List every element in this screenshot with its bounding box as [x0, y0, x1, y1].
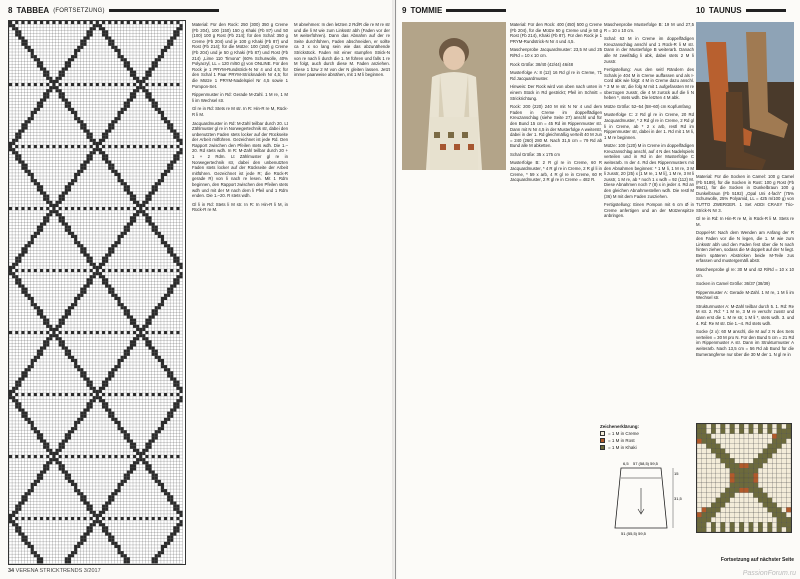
tommie-col-1 — [510, 22, 602, 422]
page-number: 34 — [8, 568, 15, 574]
muetze-instructions: Mütze: 100 (120) M in Creme im doppelfädigen Kreuzanschlag anschl, auf 4 N des Nadelspiels verteilen und in Rd in der Musterfolge C weiterarb. In der 4. Rd des Rippenmusters mit den Abnahmen beginnen: * 1 M li, 1 M re, 3 M li zusstr, 20 (25) x [1 M re, 1 M li], 1 M re, 3 M li zusstr, 1 M re, ab * noch 1 x wdh = 92 (112) M. Diese Abnahmen noch 7 (8) x in jeder 4. Rd an den gleichen Abnahmestellen wdh. Die restl M (36) M mit dem Faden zusziehen. — [604, 143, 694, 199]
text-column-1 — [192, 22, 288, 567]
maschenprobe-taunus: Maschenprobe gl re: 30 M und 42 R/Rd = 10 x 10 cm. — [696, 266, 794, 278]
dim-top-a: 6,5 — [623, 461, 629, 466]
material-tommie: Material: Für den Rock: 400 (450) 500 g Creme (Fb 204), für die Mütze 50 g Creme und je 50 g Rost (Fb 214), Khaki (Fb 87). Für den Rock je 1 PRYM-Rundstrick-N Nr 4 und 4,5. — [510, 22, 602, 44]
schal-size: Schal Größe: 35 x 175 cm — [510, 151, 560, 157]
schematic-drawing — [601, 458, 681, 536]
section-header-tabbea — [8, 6, 219, 15]
musterfolge-c: Musterfolge C: 2 Rd gl re in Creme, 20 Rd Jacquardmuster, * 2 Rd gl re in Creme, 2 Rd gl li in Creme, ab * 2 x arb, restl Rd im Rippenmuster str, dabei in der 1. Rd mit 1 M li, 1 M re beginnen. — [604, 112, 694, 140]
header-rule — [746, 9, 786, 12]
section-header-taunus — [696, 6, 786, 15]
glatt-taunus: Gl re in Rd: In Hin-R re M, in Rück-R li M. Stets re M. — [696, 216, 794, 227]
rock-sizes: Rock Größe: 38/40 (42/44) 46/48 — [510, 61, 574, 67]
doppel-m: Doppel-M: Nach dem Wenden am Anfang der R den Faden vor die N legen, die 1. M wie zum Linksstr abh und den Faden fest über die N nach hinten ziehen, sodass die M doppelt auf der N liegt. Beim späteren Abstricken beide M-Teile zus erfassen und mustergemäß abstr. — [696, 230, 794, 264]
photo-illustration — [402, 22, 506, 170]
watermark: PassionForum.ru — [742, 570, 796, 577]
tommie-col-2 — [604, 22, 694, 422]
legend-item-khaki: = 1 M in Khaki — [600, 444, 639, 451]
right-page — [396, 0, 800, 579]
abnahmen-paragraph: M abnehmen: In den letzten 2 Rd/R die re M re str und die li M wie zum Linksstr abh (Faden vor der M weiterführen). Dann das Abnahm auf der re Seite durchführen, Faden abschneiden, er sollte ca 3 x so lang sein wie das abzunähende Strickstück. Faden mit einer stumpfen Strick-N von re nach li durch die 1. M führen und falls 1 re M folgt, auch durch diese M. Faden anziehen. Diese 1 bzw 2 M von der N gleiten lassen. Jetzt immer paarweise abnähen, mit 1 M li beginnen. — [294, 22, 390, 78]
section-title: TOMMIE — [410, 6, 443, 15]
photo-illustration — [696, 22, 794, 170]
dim-top-b: 57 (58,5) 59,5 — [633, 461, 658, 466]
section-subtitle: (FORTSETZUNG) — [53, 7, 105, 14]
skirt-schematic — [601, 458, 681, 536]
jacquard-paragraph: Jacquardmuster in Rd: M-Zahl teilbar durch 20. Lt Zählmuster gl re in Norwegertechnik str, dabei den unbenutzten Faden stets locker auf der Rückseite der Arbeit mitführen. Gezeichnet ist jede Rd. Den Rapport zwischen den Pfeilen stets wdh. Die 1.–20. Rd stets wdh. In R: M-Zahl teilbar durch 20 + 1 + 2 Rdm. Lt Zählmuster gl re in Norwegertechnik str, dabei den unbenutzten Faden stets locker auf der Rückseite der Arbeit mitführen. Gezeichnet ist jede R; die Rück-R gerade R) von li nach re lesen. Mit 1 Rdm beginnen, den Rapport zwischen den Pfeilen stets wdh und mit der M nach dem li Pfeil und 1 Rdm enden. Die 1.–20. R stets wdh. — [192, 120, 289, 199]
section-number: 10 — [696, 6, 705, 15]
section-header-tommie — [402, 6, 506, 15]
dim-side: 31,5 — [674, 496, 682, 501]
text-column-2 — [294, 22, 390, 567]
rippenmuster-paragraph: Rippenmuster in Rd: Gerade M-Zahl. 1 M re, 1 M li im Wechsel str. — [192, 92, 288, 103]
strukturmuster: Strukturmuster A: M-Zahl teilbar durch 5. 1. Rd: Re M str. 2. Rd: * 1 M re, 3 M re verschr zusstr und dann erst die 1. M re str, 1 M li *, stets wdh. 3. und 4. Rd: Re M str. Die 1.–4. Rd stets wdh. — [696, 303, 794, 326]
schal-instructions: Schal: 63 M in Creme im doppelfädigen Kreuzanschlag anschl und 1 Rück-R li M str. Dann in der Musterfolge B weiterarb. Danach alle M zweifädig li abk, dabei stets 2 M li zusstr. — [604, 36, 694, 64]
knitting-chart-grid — [9, 21, 185, 564]
chart-legend — [600, 423, 639, 451]
maschenprobe-b: Maschenprobe Musterfolge B: 19 M und 27,5 R = 10 x 10 cm. — [604, 22, 694, 33]
section-number: 8 — [8, 6, 13, 15]
continue-label: Fortsetzung auf nächster Seite — [720, 557, 794, 563]
hinweis: Hinweis: Der Rock wird von oben nach unten in einem Stück in Rd gestrickt; Pfeil im Schnitt = Strickrichtung. — [510, 84, 602, 101]
fertigstellung: Fertigstellung: Aus den seitl Rändern des Schals je 404 M in Creme auffassen und als I-Cord abk wie folgt: 4 M in Creme dazu anschl. * 3 M re str, die folg M mit 1 aufgefassten M re überzogen zusstr, die 4 M zurück auf die li N heben *, stets wdh. Die letzten 4 M abk. — [604, 67, 694, 101]
legend-item-rost: = 1 M in Rost — [600, 437, 639, 444]
fertigstellung-muetze: Fertigstellung: Einen Pompon mit 6 cm Ø in Creme anfertigen und an der Mützenspitze anbringen. — [604, 202, 694, 219]
swatch-creme — [600, 431, 605, 436]
material-taunus: Material: Für die Socken in Camel: 100 g Camel (Fb 5189), für die Socken in Rost: 100 g Rost (Fb 9941), für die Socken in Dunkelbraun 100 g Dunkelbraun (Fb 5192) „Opal Uni 4-fach“ (75% Schurwolle, 25% Polyamid, LL = 425 m/100 g) von TUTTO ZWERGER. 1 Set ADDI CRASY Trio-Strick-N Nr 3. — [696, 174, 794, 213]
taunus-col — [696, 174, 794, 554]
page-folio — [8, 568, 101, 574]
swatch-rost — [600, 438, 605, 443]
jacquard-chart — [8, 20, 186, 565]
musterfolge-a: Musterfolge A: 8 (12) 16 Rd gl re in Creme, 71 Rd Jacquardmuster. — [510, 70, 602, 81]
rock-instructions: Rock: 200 (220) 240 M mit N Nr 4 und dem Faden in Creme im doppelfädigen Kreuzanschlag (siehe Seite 27) anschl und für den Bund 15 cm = 45 Rd im Rippenmuster str. Dann mit N Nr 4,5 in der Musterfolge A weiterstr, dabei in der 1. Rd gleichmäßig verteilt 40 M zun = 240 (260) 280 M. Nach 31,5 cm = 79 Rd ab Bund alle M abketten. — [510, 104, 602, 149]
sock-photo-taunus — [696, 22, 794, 170]
header-rule — [109, 9, 219, 12]
model-photo-tommie — [402, 22, 506, 170]
rippen-taunus: Rippenmuster A: Gerade M-Zahl. 1 M re, 1 M li im Wechsel str. — [696, 289, 794, 301]
socken-size: Socken in Camel Größe: 36/37 (38/39) — [696, 281, 770, 287]
glatt-li-paragraph: Gl li in Rd: Stets li M str. In R: In Hin-R li M, in Rück-R re M. — [192, 201, 288, 213]
material-paragraph: Material: Für den Rock: 250 (300) 350 g Creme (Fb 204), 100 (150) 150 g Khaki (Fb 87) und 50 (100) 100 g Rost (Fb 214); für den Schal: 350 g Creme (Fb 204) und je 100 g Khaki (Fb 87) und Rost (Fb 214); für die Mütze: 100 (150) g Creme (Fb 204) und je 50 g Khaki (Fb 87) und Rost (Fb 214) „Lime 110 Timona“ (60% Schurwolle, 40% Polyacryl, LL = 120 m/50 g) von ONLINE. Für den Rock je 1 PRYM-Rundstrick-N Nr 4 und 4,5; für den Schal 1 Paar PRYM-Stricknadeln Nr 4,5; für die Mütze 1 PRYM-Nadelspiel Nr 4,5 sowie 1 Pompon-Set. — [192, 22, 288, 89]
section-title: TABBEA — [16, 6, 50, 15]
magazine-name: VERENA STRICKTRENDS 3/2017 — [15, 568, 101, 574]
musterfolge-b: Musterfolge B: 2 R gl re in Creme, 60 R Jacquardmuster, * 4 R gl re in Creme, 2 R gl li in Creme, * 59 x arb, 4 R gl re in Creme, 60 R Jacquardmuster, 2 R gl re in Creme = 482 R. — [510, 160, 602, 183]
dim-bottom: 51 (55,5) 59,5 — [621, 531, 646, 536]
left-page — [0, 0, 396, 579]
legend-item-creme: = 1 M in Creme — [600, 430, 639, 437]
header-rule — [446, 9, 506, 12]
swatch-khaki — [600, 445, 605, 450]
glatt-re-paragraph: Gl re in Rd: Stets re M str. In R: Hin-R re M, Rück-R li M. — [192, 106, 288, 117]
muetze-size: Mütze Größe: 52–54 (58–60) cm Kopfumfang — [604, 103, 691, 109]
maschenprobe-tommie: Maschenprobe Jacquardmuster: 23,5 M und 25 R/Rd = 10 x 10 cm. — [510, 47, 602, 58]
section-number: 9 — [402, 6, 407, 15]
socke-instructions: Socke (2 x): 60 M anschl, die M auf 2 N des Sets verteilen = 30 M pro N. Für den Bund 5 cm = 21 Rd im Rippenmuster A str. Dann im Strukturmuster A weiterarb. Nach 13,5 cm = 56 Rd ab Bund für die Bumerangferse nur über die 30 M der 1. N gl re in — [696, 329, 794, 357]
section-title: TAUNUS — [708, 6, 742, 15]
dim-bund: 15 — [674, 471, 679, 476]
legend-title: Zeichenerklärung: — [600, 424, 640, 429]
